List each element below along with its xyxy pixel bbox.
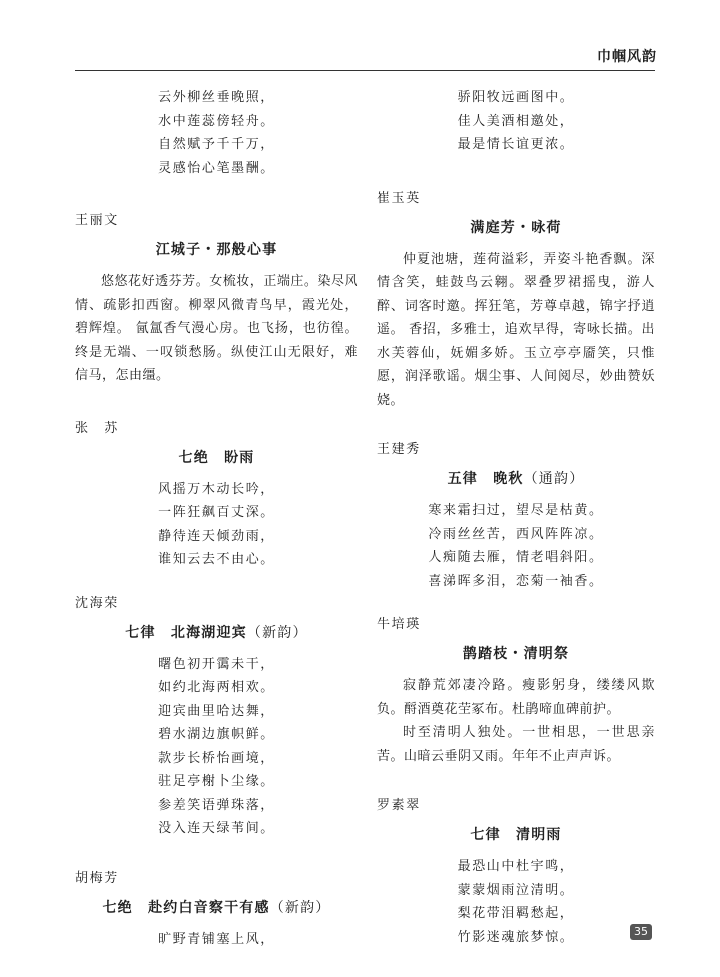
poem-title: 七绝 盼雨: [178, 449, 255, 466]
poem-author: 沈海荣: [75, 595, 119, 611]
poem-paragraph: 悠悠花好透芬芳。女梳妆，正端庄。染尽风情、疏影扣西窗。柳翠风微青鸟早，霞光处，碧辉煌。 氤氲香气漫心房。也飞扬，也彷徨。终是无端、一叹锁愁肠。纵使江山无限好，难信马，怎由缰。: [75, 274, 358, 383]
verse-line: 最是情长谊更浓。: [457, 137, 575, 152]
poem-author: 胡梅芳: [75, 870, 119, 886]
poem-author: 崔玉英: [377, 190, 421, 206]
verse-line: 碧水湖边旗帜鲜。: [158, 727, 275, 742]
verse-line: 竹影迷魂旅梦惊。: [457, 929, 575, 945]
poem-author: 罗素翠: [377, 798, 421, 813]
poem-title: 五律 晚秋（通韵）: [447, 471, 585, 487]
poem-body: [75, 653, 358, 841]
poem-title: 七绝 赴约白音察干有感（新韵）: [102, 899, 331, 916]
poem-body: [377, 855, 655, 949]
verse-line: 自然赋予千千万，: [158, 137, 275, 152]
page-number: 35: [630, 924, 652, 940]
verse-line: 最恐山中杜宇鸣，: [457, 859, 575, 874]
poem-body: [75, 270, 358, 388]
section-title: 巾帼风韵: [597, 49, 657, 65]
poem-paragraph: 仲夏池塘，莲荷溢彩，弄姿斗艳香飘。深情含笑，蛙鼓鸟云翱。翠叠罗裙摇曳，游人醉、词客时邀。挥狂笔，芳尊卓越，锦字抒逍遥。 香招，多雅士，追欢早得，寄咏长描。出水芙蓉仙，妩媚多娇。玉立亭亭靥笑，只惟愿，润泽歌谣。烟尘事、人间阅尽，妙曲赞妖娆。: [377, 251, 655, 408]
poem-title: 鹊踏枝・清明祭: [462, 646, 570, 662]
verse-line: 曙色初开霭未干，: [158, 656, 275, 672]
verse-line: 风摇万木动长吟，: [158, 481, 275, 497]
verse-line: 如约北海两相欢。: [158, 680, 275, 695]
verse-line: 款步长桥怡画境，: [158, 750, 275, 766]
verse-line: 寒来霜扫过，望尽是枯黄。: [428, 503, 604, 518]
verse-line: 云外柳丝垂晚照，: [158, 90, 275, 105]
poem-body: [75, 478, 358, 572]
poem-author: 牛培瑛: [377, 617, 421, 632]
verse-line: 蒙蒙烟雨泣清明。: [457, 882, 575, 898]
verse-line: 静待连天倾劲雨，: [158, 528, 275, 544]
poem-title: 七律 北海湖迎宾（新韵）: [125, 624, 308, 641]
poem-title: 满庭芳・咏荷: [470, 219, 562, 236]
verse-line: 谁知云去不由心。: [158, 552, 275, 567]
poem-author: 张 苏: [75, 420, 119, 436]
verse-line: 参差笑语弹珠落，: [158, 797, 275, 813]
poem-body: [377, 499, 655, 593]
poem-title: 七律 清明雨: [470, 827, 562, 843]
verse-line: 灵感怡心笔墨酬。: [158, 160, 275, 176]
intro-verse: [377, 86, 655, 157]
poem-paragraph: 寂静荒郊凄冷路。瘦影躬身，缕缕风欺负。酹酒奠花茔冢布。杜鹃啼血碑前护。: [377, 678, 655, 717]
left-column: [75, 86, 358, 951]
verse-line: 旷野青铺塞上风，: [158, 931, 275, 947]
verse-line: 人痴随去雁，情老唱斜阳。: [428, 550, 604, 565]
verse-line: 骄阳牧远画图中。: [457, 90, 575, 105]
verse-line: 冷雨丝丝苦，西风阵阵凉。: [428, 526, 604, 542]
poem-author: 王建秀: [377, 442, 421, 457]
verse-line: 喜涕晖多泪，恋菊一袖香。: [428, 573, 604, 589]
verse-line: 迎宾曲里哈达舞，: [158, 703, 275, 719]
verse-line: 水中莲蕊傍轻舟。: [158, 113, 275, 129]
poem-author: 王丽文: [75, 213, 119, 228]
poem-body: [377, 248, 655, 413]
poem-body: [75, 928, 358, 952]
poem-paragraph: 时至清明人独处。一世相思，一世思亲苦。山暗云垂阴又雨。年年不止声声诉。: [377, 725, 655, 764]
verse-line: 没入连天绿苇间。: [158, 821, 275, 836]
poem-title: 江城子・那般心事: [155, 242, 278, 258]
poem-body: [377, 674, 655, 768]
right-column: [377, 86, 655, 949]
header-rule: [75, 70, 655, 71]
intro-verse: [75, 86, 358, 180]
verse-line: 驻足亭榭卜尘缘。: [158, 774, 275, 789]
verse-line: 梨花带泪羁愁起，: [457, 906, 575, 921]
verse-line: 佳人美酒相邀处，: [457, 113, 575, 129]
verse-line: 一阵狂飙百丈深。: [158, 505, 275, 520]
